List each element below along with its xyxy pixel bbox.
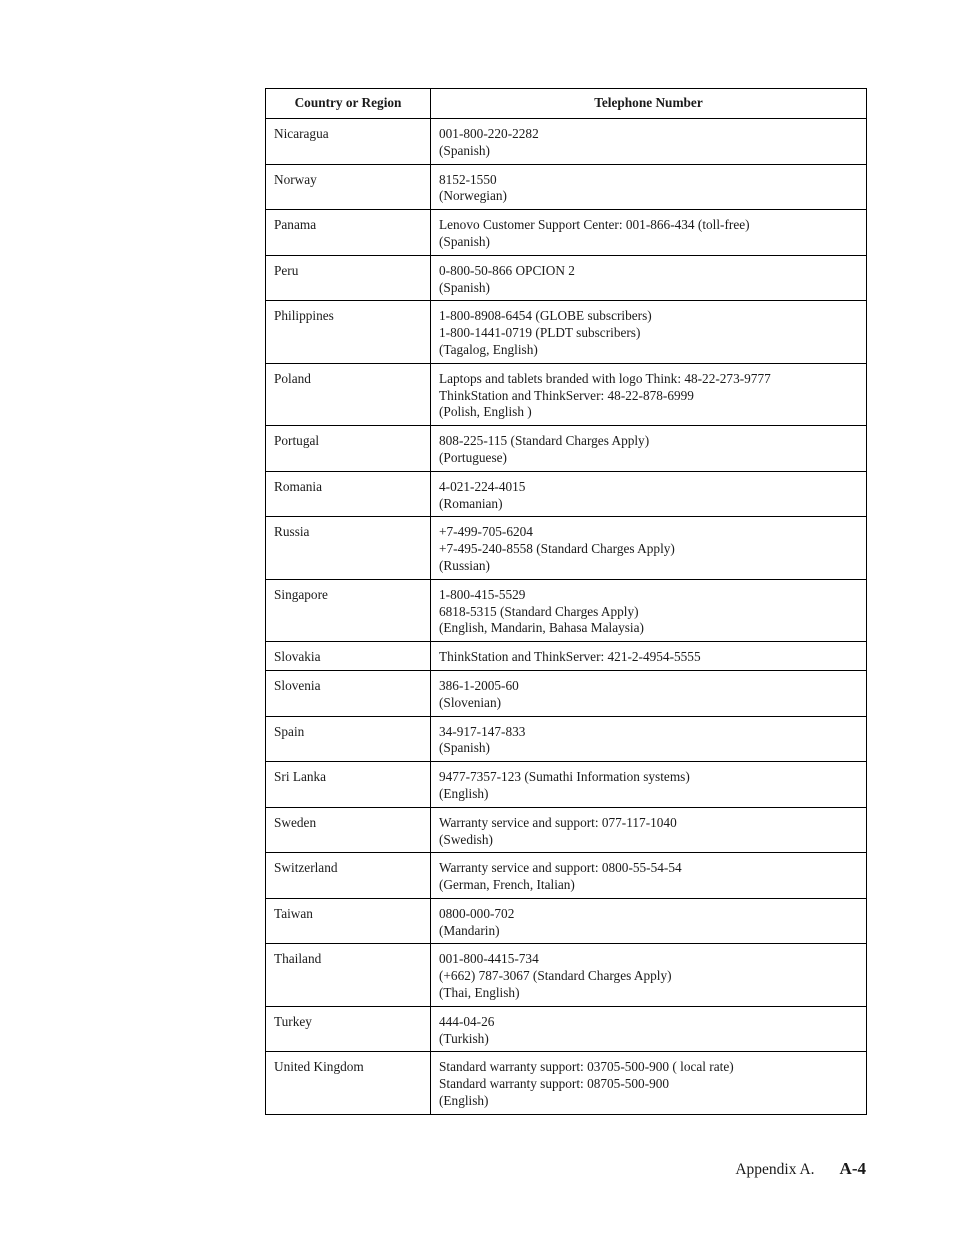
table-row [266, 853, 867, 899]
phone-line: 6818-5315 (Standard Charges Apply) [439, 603, 639, 619]
phone-line: (English) [439, 785, 489, 801]
country-cell: Romania [266, 471, 431, 517]
phone-cell [431, 1052, 867, 1114]
phone-cell [431, 716, 867, 762]
table-row [266, 301, 867, 363]
phone-line: Warranty service and support: 0800-55-54-54 [439, 860, 682, 876]
phone-cell [431, 762, 867, 808]
table-row [266, 471, 867, 517]
appendix-label: Appendix A. [735, 1161, 815, 1178]
country-cell: Singapore [266, 579, 431, 641]
header-phone: Telephone Number [431, 89, 867, 119]
phone-line: 1-800-1441-0719 (PLDT subscribers) [439, 325, 641, 341]
phone-line: (German, French, Italian) [439, 877, 575, 893]
country-cell: Switzerland [266, 853, 431, 899]
country-cell: Nicaragua [266, 119, 431, 165]
phone-cell [431, 426, 867, 472]
phone-line: 444-04-26 [439, 1013, 495, 1029]
phone-line: (Romanian) [439, 495, 503, 511]
phone-line: (Norwegian) [439, 188, 507, 204]
page-footer [735, 1159, 866, 1179]
phone-line: 4-021-224-4015 [439, 478, 526, 494]
table-row [266, 944, 867, 1006]
phone-cell [431, 642, 867, 671]
page-number: A-4 [839, 1159, 866, 1178]
phone-cell [431, 944, 867, 1006]
phone-cell [431, 363, 867, 425]
phone-line: 1-800-8908-6454 (GLOBE subscribers) [439, 308, 652, 324]
phone-line: (English, Mandarin, Bahasa Malaysia) [439, 620, 644, 636]
phone-line: (Spanish) [439, 279, 490, 295]
country-cell: United Kingdom [266, 1052, 431, 1114]
phone-line: (Slovenian) [439, 694, 502, 710]
country-cell: Russia [266, 517, 431, 579]
phone-line: +7-499-705-6204 [439, 524, 533, 540]
phone-cell [431, 255, 867, 301]
phone-line: (Tagalog, English) [439, 341, 538, 357]
country-cell: Taiwan [266, 898, 431, 944]
table-row [266, 517, 867, 579]
table-row [266, 716, 867, 762]
phone-line: 001-800-4415-734 [439, 951, 539, 967]
phone-line: 386-1-2005-60 [439, 677, 519, 693]
phone-cell [431, 579, 867, 641]
table-row [266, 579, 867, 641]
table-header-row [266, 89, 867, 119]
table-body [266, 119, 867, 1115]
phone-cell [431, 807, 867, 853]
phone-line: Lenovo Customer Support Center: 001-866-434 (toll-free) [439, 217, 750, 233]
phone-line: (Swedish) [439, 831, 493, 847]
table-row [266, 1006, 867, 1052]
phone-line: +7-495-240-8558 (Standard Charges Apply) [439, 541, 675, 557]
phone-line: (Mandarin) [439, 922, 500, 938]
phone-line: 001-800-220-2282 [439, 126, 539, 141]
contact-table [265, 88, 867, 1115]
phone-line: (Thai, English) [439, 985, 520, 1001]
phone-line: Standard warranty support: 08705-500-900 [439, 1076, 670, 1092]
table-row [266, 363, 867, 425]
phone-line: Warranty service and support: 077-117-1040 [439, 814, 677, 830]
table-row [266, 164, 867, 210]
phone-cell [431, 164, 867, 210]
country-cell: Peru [266, 255, 431, 301]
phone-line: (Portuguese) [439, 449, 507, 465]
table-row [266, 426, 867, 472]
country-cell: Philippines [266, 301, 431, 363]
phone-line: (Spanish) [439, 740, 490, 756]
table-row [266, 807, 867, 853]
country-cell: Slovakia [266, 642, 431, 671]
table-row [266, 210, 867, 256]
phone-cell [431, 119, 867, 165]
phone-line: ThinkStation and ThinkServer: 48-22-878-6999 [439, 387, 694, 403]
phone-line: 0-800-50-866 OPCION 2 [439, 262, 575, 278]
table-row [266, 1052, 867, 1114]
phone-line: ThinkStation and ThinkServer: 421-2-4954-5555 [439, 649, 701, 665]
phone-line: Standard warranty support: 03705-500-900 ( local rate) [439, 1059, 734, 1075]
phone-line: (Polish, English ) [439, 404, 532, 420]
country-cell: Panama [266, 210, 431, 256]
phone-cell [431, 670, 867, 716]
country-cell: Slovenia [266, 670, 431, 716]
country-cell: Sri Lanka [266, 762, 431, 808]
country-cell: Sweden [266, 807, 431, 853]
phone-line: (English) [439, 1093, 489, 1109]
table-row [266, 255, 867, 301]
phone-line: 1-800-415-5529 [439, 586, 526, 602]
country-cell: Turkey [266, 1006, 431, 1052]
table-row [266, 670, 867, 716]
phone-line: 8152-1550 [439, 171, 497, 187]
table-row [266, 898, 867, 944]
phone-cell [431, 471, 867, 517]
phone-line: 808-225-115 (Standard Charges Apply) [439, 433, 650, 449]
table-row [266, 642, 867, 671]
header-country: Country or Region [266, 89, 431, 119]
phone-line: (Russian) [439, 557, 490, 573]
table-row [266, 762, 867, 808]
phone-line: (Spanish) [439, 233, 490, 249]
phone-cell [431, 517, 867, 579]
phone-cell [431, 210, 867, 256]
phone-line: 0800-000-702 [439, 905, 515, 921]
phone-line: (+662) 787-3067 (Standard Charges Apply) [439, 968, 672, 984]
phone-line: (Turkish) [439, 1030, 489, 1046]
country-cell: Spain [266, 716, 431, 762]
phone-cell [431, 301, 867, 363]
phone-line: 34-917-147-833 [439, 723, 526, 739]
phone-line: Laptops and tablets branded with logo Think: 48-22-273-9777 [439, 370, 771, 386]
phone-line: 9477-7357-123 (Sumathi Information systems) [439, 769, 690, 785]
phone-cell [431, 853, 867, 899]
country-cell: Poland [266, 363, 431, 425]
country-cell: Thailand [266, 944, 431, 1006]
table-row [266, 119, 867, 165]
country-cell: Portugal [266, 426, 431, 472]
phone-cell [431, 898, 867, 944]
phone-line: (Spanish) [439, 142, 490, 158]
phone-cell [431, 1006, 867, 1052]
country-cell: Norway [266, 164, 431, 210]
